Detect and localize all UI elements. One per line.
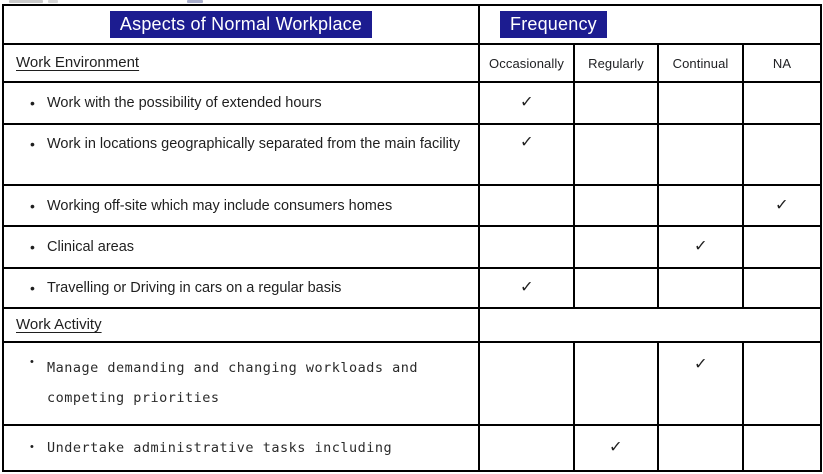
check-cell-na [743,425,821,471]
check-cell-na [743,342,821,425]
workplace-frequency-table [2,4,822,472]
bullet-icon: • [30,197,35,214]
check-cell-regularly [574,185,658,226]
table-row [3,342,821,425]
table-row [3,124,821,185]
check-cell-continual [658,268,743,308]
checkmark-icon: ✓ [519,276,534,297]
check-cell-regularly [574,342,658,425]
check-cell-regularly [574,425,658,471]
item-text: Travelling or Driving in cars on a regular basis [47,280,342,296]
bullet-icon: • [30,239,35,255]
bullet-icon: • [30,136,35,152]
check-cell-na [743,82,821,124]
check-cell-na [743,124,821,185]
check-cell-occasionally [479,185,574,226]
checkmark-icon: ✓ [693,235,708,256]
item-text: Work in locations geographically separated from the main facility [47,136,461,152]
check-cell-occasionally [479,268,574,308]
check-cell-continual [658,226,743,268]
check-cell-continual [658,425,743,471]
check-cell-regularly [574,124,658,185]
check-cell-occasionally [479,82,574,124]
frequency-header-label: Frequency [500,11,607,38]
cropped-text-mark [187,0,203,3]
check-cell-regularly [574,82,658,124]
check-cell-continual [658,82,743,124]
aspect-cell [3,226,479,268]
section-cell [3,308,479,342]
item-text: Undertake administrative tasks including [47,440,393,456]
checkmark-icon: ✓ [519,131,534,152]
section-cell-work-environment [3,44,479,82]
bullet-icon: • [30,356,34,368]
aspect-cell [3,124,479,185]
item-text: Manage demanding and changing workloads and competing priorities [47,360,418,406]
check-cell-regularly [574,226,658,268]
check-cell-occasionally [479,342,574,425]
section-label: Work Environment [16,54,140,71]
aspect-cell [3,185,479,226]
check-cell-occasionally [479,226,574,268]
table-row [3,425,821,471]
item-text: Clinical areas [47,239,135,255]
table-row [3,226,821,268]
column-header-regularly: Regularly [574,44,658,82]
table-row [3,268,821,308]
column-header-row [3,44,821,82]
check-cell-continual [658,185,743,226]
aspects-header-cell [3,5,479,44]
checkmark-icon: ✓ [608,436,624,457]
bullet-icon: • [30,441,34,453]
column-header-na: NA [743,44,821,82]
check-cell-occasionally [479,425,574,471]
checkmark-icon: ✓ [775,194,790,214]
check-cell-na [743,185,821,226]
check-cell-regularly [574,268,658,308]
bullet-icon: • [30,280,35,296]
section-label: Work Activity [16,316,102,333]
item-text: Working off-site which may include consumers homes [47,197,393,214]
aspect-cell [3,82,479,124]
aspect-cell [3,425,479,471]
check-cell-na [743,226,821,268]
check-cell-continual [658,342,743,425]
column-header-continual: Continual [658,44,743,82]
checkmark-icon: ✓ [519,91,534,112]
table-header-row [3,5,821,44]
check-cell-continual [658,124,743,185]
aspect-cell [3,342,479,425]
section-empty-cell [479,308,821,342]
section-row [3,308,821,342]
cropped-text-mark [9,0,43,3]
table-row [3,82,821,124]
frequency-header-cell [479,5,821,44]
check-cell-na [743,268,821,308]
checkmark-icon: ✓ [693,353,708,374]
bullet-icon: • [30,95,35,111]
cropped-text-mark [48,0,58,3]
check-cell-occasionally [479,124,574,185]
item-text: Work with the possibility of extended hours [47,95,322,111]
aspects-header-label: Aspects of Normal Workplace [110,11,372,38]
table-row [3,185,821,226]
aspect-cell [3,268,479,308]
column-header-occasionally: Occasionally [479,44,574,82]
